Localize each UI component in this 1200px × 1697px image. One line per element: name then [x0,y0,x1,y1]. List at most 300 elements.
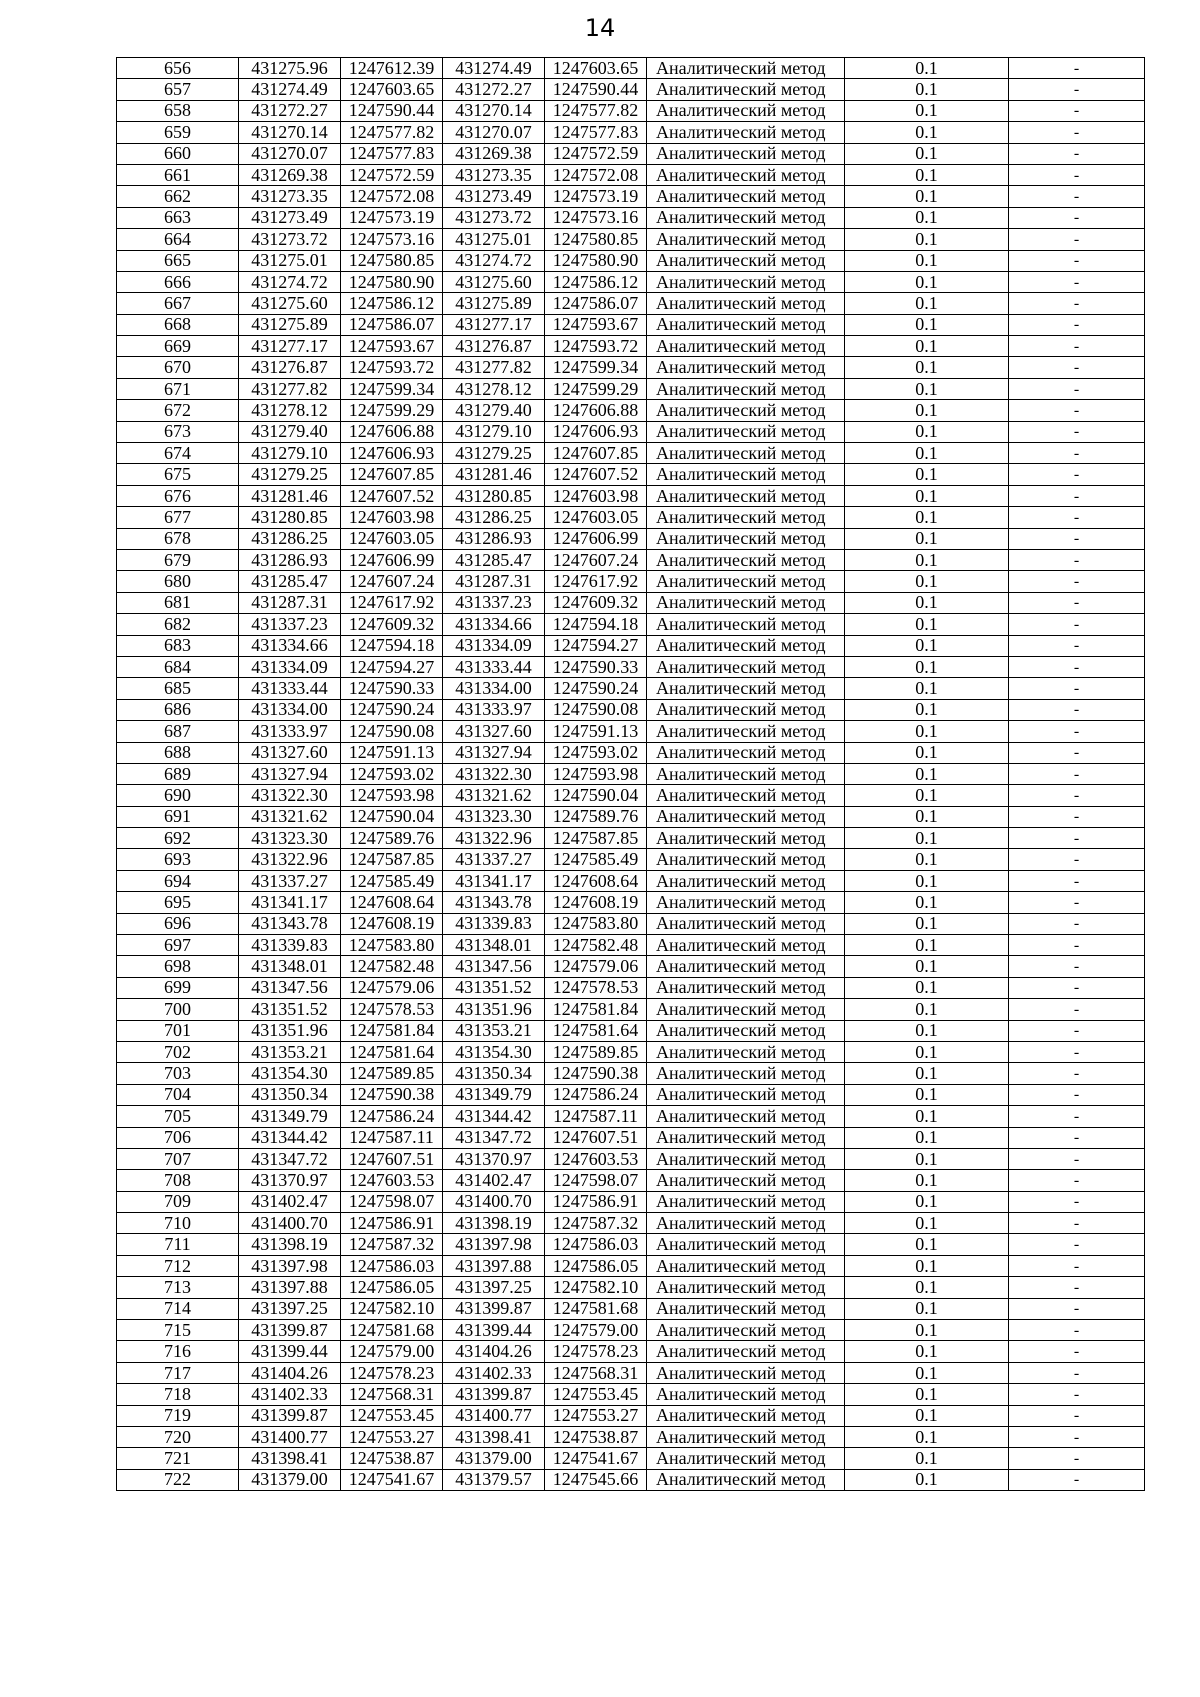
accuracy-cell: 0.1 [845,870,1009,891]
table-row [117,1427,1145,1448]
y-end-cell: 1247541.67 [545,1448,647,1469]
accuracy-cell: 0.1 [845,935,1009,956]
x-end-cell: 431399.87 [443,1384,545,1405]
method-cell: Аналитический метод [647,464,845,485]
point-number-cell: 676 [117,485,239,506]
point-number-cell: 703 [117,1063,239,1084]
y-end-cell: 1247608.19 [545,892,647,913]
note-cell: - [1009,592,1145,613]
y-start-cell: 1247617.92 [341,592,443,613]
table-row [117,785,1145,806]
y-end-cell: 1247581.64 [545,1020,647,1041]
note-cell: - [1009,828,1145,849]
x-start-cell: 431277.82 [239,378,341,399]
table-row [117,293,1145,314]
method-cell: Аналитический метод [647,1127,845,1148]
point-number-cell: 689 [117,763,239,784]
x-start-cell: 431322.30 [239,785,341,806]
accuracy-cell: 0.1 [845,1213,1009,1234]
x-start-cell: 431398.19 [239,1234,341,1255]
x-end-cell: 431402.33 [443,1362,545,1383]
x-end-cell: 431370.97 [443,1148,545,1169]
x-start-cell: 431273.35 [239,186,341,207]
accuracy-cell: 0.1 [845,400,1009,421]
y-end-cell: 1247586.91 [545,1191,647,1212]
note-cell: - [1009,1234,1145,1255]
point-number-cell: 717 [117,1362,239,1383]
method-cell: Аналитический метод [647,1063,845,1084]
x-start-cell: 431399.87 [239,1320,341,1341]
table-row [117,58,1145,79]
y-start-cell: 1247607.24 [341,571,443,592]
y-start-cell: 1247582.10 [341,1298,443,1319]
x-end-cell: 431351.96 [443,999,545,1020]
table-row [117,485,1145,506]
x-start-cell: 431341.17 [239,892,341,913]
method-cell: Аналитический метод [647,828,845,849]
table-row [117,507,1145,528]
y-start-cell: 1247589.76 [341,828,443,849]
note-cell: - [1009,1084,1145,1105]
x-end-cell: 431278.12 [443,378,545,399]
table-row [117,464,1145,485]
accuracy-cell: 0.1 [845,763,1009,784]
accuracy-cell: 0.1 [845,122,1009,143]
method-cell: Аналитический метод [647,678,845,699]
note-cell: - [1009,1341,1145,1362]
y-end-cell: 1247590.04 [545,785,647,806]
y-end-cell: 1247599.34 [545,357,647,378]
accuracy-cell: 0.1 [845,336,1009,357]
y-start-cell: 1247581.64 [341,1041,443,1062]
x-start-cell: 431275.96 [239,58,341,79]
method-cell: Аналитический метод [647,400,845,421]
table-row [117,935,1145,956]
point-number-cell: 696 [117,913,239,934]
y-end-cell: 1247580.90 [545,250,647,271]
note-cell: - [1009,443,1145,464]
y-end-cell: 1247582.10 [545,1277,647,1298]
y-end-cell: 1247577.82 [545,100,647,121]
note-cell: - [1009,186,1145,207]
y-end-cell: 1247593.02 [545,742,647,763]
note-cell: - [1009,763,1145,784]
x-start-cell: 431334.09 [239,656,341,677]
x-start-cell: 431287.31 [239,592,341,613]
point-number-cell: 719 [117,1405,239,1426]
x-start-cell: 431273.72 [239,229,341,250]
accuracy-cell: 0.1 [845,464,1009,485]
x-start-cell: 431397.98 [239,1255,341,1276]
method-cell: Аналитический метод [647,785,845,806]
y-start-cell: 1247598.07 [341,1191,443,1212]
y-start-cell: 1247587.32 [341,1234,443,1255]
x-end-cell: 431398.19 [443,1213,545,1234]
y-start-cell: 1247578.23 [341,1362,443,1383]
note-cell: - [1009,1106,1145,1127]
method-cell: Аналитический метод [647,250,845,271]
x-start-cell: 431270.07 [239,143,341,164]
x-end-cell: 431343.78 [443,892,545,913]
table-row [117,571,1145,592]
y-end-cell: 1247585.49 [545,849,647,870]
note-cell: - [1009,1469,1145,1490]
accuracy-cell: 0.1 [845,443,1009,464]
table-row [117,828,1145,849]
point-number-cell: 692 [117,828,239,849]
table-row [117,849,1145,870]
accuracy-cell: 0.1 [845,1298,1009,1319]
y-end-cell: 1247593.67 [545,314,647,335]
point-number-cell: 698 [117,956,239,977]
table-row [117,1127,1145,1148]
x-start-cell: 431347.56 [239,977,341,998]
method-cell: Аналитический метод [647,1148,845,1169]
note-cell: - [1009,549,1145,570]
point-number-cell: 712 [117,1255,239,1276]
x-end-cell: 431327.94 [443,742,545,763]
accuracy-cell: 0.1 [845,1255,1009,1276]
y-start-cell: 1247606.99 [341,549,443,570]
y-end-cell: 1247573.16 [545,207,647,228]
point-number-cell: 656 [117,58,239,79]
x-start-cell: 431351.96 [239,1020,341,1041]
x-end-cell: 431337.23 [443,592,545,613]
x-start-cell: 431333.97 [239,721,341,742]
accuracy-cell: 0.1 [845,1320,1009,1341]
y-end-cell: 1247579.06 [545,956,647,977]
y-end-cell: 1247603.65 [545,58,647,79]
note-cell: - [1009,678,1145,699]
table-row [117,1106,1145,1127]
method-cell: Аналитический метод [647,1427,845,1448]
note-cell: - [1009,464,1145,485]
x-start-cell: 431273.49 [239,207,341,228]
table-row [117,549,1145,570]
method-cell: Аналитический метод [647,1084,845,1105]
y-end-cell: 1247593.72 [545,336,647,357]
accuracy-cell: 0.1 [845,592,1009,613]
x-end-cell: 431327.60 [443,721,545,742]
note-cell: - [1009,1213,1145,1234]
x-end-cell: 431272.27 [443,79,545,100]
x-start-cell: 431270.14 [239,122,341,143]
point-number-cell: 711 [117,1234,239,1255]
y-start-cell: 1247586.05 [341,1277,443,1298]
method-cell: Аналитический метод [647,1041,845,1062]
note-cell: - [1009,143,1145,164]
accuracy-cell: 0.1 [845,143,1009,164]
accuracy-cell: 0.1 [845,293,1009,314]
method-cell: Аналитический метод [647,699,845,720]
y-start-cell: 1247573.16 [341,229,443,250]
method-cell: Аналитический метод [647,122,845,143]
point-number-cell: 718 [117,1384,239,1405]
x-end-cell: 431397.25 [443,1277,545,1298]
y-end-cell: 1247578.53 [545,977,647,998]
y-start-cell: 1247590.38 [341,1084,443,1105]
x-start-cell: 431286.93 [239,549,341,570]
accuracy-cell: 0.1 [845,635,1009,656]
y-end-cell: 1247578.23 [545,1341,647,1362]
accuracy-cell: 0.1 [845,956,1009,977]
point-number-cell: 715 [117,1320,239,1341]
y-end-cell: 1247606.88 [545,400,647,421]
accuracy-cell: 0.1 [845,1469,1009,1490]
note-cell: - [1009,721,1145,742]
table-row [117,357,1145,378]
point-number-cell: 665 [117,250,239,271]
y-end-cell: 1247609.32 [545,592,647,613]
method-cell: Аналитический метод [647,571,845,592]
y-start-cell: 1247603.65 [341,79,443,100]
point-number-cell: 657 [117,79,239,100]
point-number-cell: 666 [117,271,239,292]
y-end-cell: 1247603.05 [545,507,647,528]
y-end-cell: 1247586.07 [545,293,647,314]
table-row [117,1063,1145,1084]
point-number-cell: 710 [117,1213,239,1234]
method-cell: Аналитический метод [647,913,845,934]
method-cell: Аналитический метод [647,485,845,506]
note-cell: - [1009,614,1145,635]
note-cell: - [1009,635,1145,656]
table-row [117,443,1145,464]
accuracy-cell: 0.1 [845,656,1009,677]
y-start-cell: 1247590.24 [341,699,443,720]
table-row [117,400,1145,421]
x-end-cell: 431281.46 [443,464,545,485]
point-number-cell: 668 [117,314,239,335]
method-cell: Аналитический метод [647,1277,845,1298]
note-cell: - [1009,357,1145,378]
note-cell: - [1009,507,1145,528]
y-start-cell: 1247573.19 [341,207,443,228]
note-cell: - [1009,699,1145,720]
y-start-cell: 1247572.59 [341,164,443,185]
point-number-cell: 720 [117,1427,239,1448]
point-number-cell: 667 [117,293,239,314]
x-end-cell: 431347.72 [443,1127,545,1148]
table-row [117,528,1145,549]
x-start-cell: 431404.26 [239,1362,341,1383]
x-start-cell: 431399.44 [239,1341,341,1362]
method-cell: Аналитический метод [647,293,845,314]
accuracy-cell: 0.1 [845,742,1009,763]
note-cell: - [1009,100,1145,121]
note-cell: - [1009,1020,1145,1041]
method-cell: Аналитический метод [647,892,845,913]
method-cell: Аналитический метод [647,79,845,100]
note-cell: - [1009,999,1145,1020]
table-row [117,1170,1145,1191]
y-start-cell: 1247591.13 [341,742,443,763]
accuracy-cell: 0.1 [845,913,1009,934]
x-end-cell: 431321.62 [443,785,545,806]
point-number-cell: 677 [117,507,239,528]
x-end-cell: 431279.25 [443,443,545,464]
point-number-cell: 722 [117,1469,239,1490]
x-end-cell: 431397.98 [443,1234,545,1255]
x-start-cell: 431274.49 [239,79,341,100]
x-start-cell: 431275.01 [239,250,341,271]
note-cell: - [1009,892,1145,913]
x-end-cell: 431404.26 [443,1341,545,1362]
y-start-cell: 1247582.48 [341,956,443,977]
point-number-cell: 680 [117,571,239,592]
accuracy-cell: 0.1 [845,378,1009,399]
y-start-cell: 1247586.12 [341,293,443,314]
note-cell: - [1009,293,1145,314]
x-start-cell: 431274.72 [239,271,341,292]
x-end-cell: 431280.85 [443,485,545,506]
point-number-cell: 672 [117,400,239,421]
accuracy-cell: 0.1 [845,100,1009,121]
x-start-cell: 431351.52 [239,999,341,1020]
method-cell: Аналитический метод [647,100,845,121]
accuracy-cell: 0.1 [845,849,1009,870]
x-end-cell: 431402.47 [443,1170,545,1191]
note-cell: - [1009,1405,1145,1426]
x-end-cell: 431334.66 [443,614,545,635]
table-row [117,1277,1145,1298]
x-start-cell: 431321.62 [239,806,341,827]
note-cell: - [1009,1298,1145,1319]
accuracy-cell: 0.1 [845,1277,1009,1298]
method-cell: Аналитический метод [647,164,845,185]
note-cell: - [1009,1320,1145,1341]
method-cell: Аналитический метод [647,935,845,956]
y-end-cell: 1247590.44 [545,79,647,100]
table-row [117,892,1145,913]
y-end-cell: 1247607.85 [545,443,647,464]
table-row [117,143,1145,164]
table-row [117,977,1145,998]
y-start-cell: 1247608.19 [341,913,443,934]
note-cell: - [1009,742,1145,763]
method-cell: Аналитический метод [647,186,845,207]
y-start-cell: 1247587.11 [341,1127,443,1148]
x-start-cell: 431337.23 [239,614,341,635]
point-number-cell: 699 [117,977,239,998]
accuracy-cell: 0.1 [845,678,1009,699]
point-number-cell: 658 [117,100,239,121]
y-end-cell: 1247545.66 [545,1469,647,1490]
note-cell: - [1009,935,1145,956]
x-end-cell: 431273.35 [443,164,545,185]
note-cell: - [1009,977,1145,998]
y-end-cell: 1247607.24 [545,549,647,570]
table-row [117,1298,1145,1319]
x-end-cell: 431279.40 [443,400,545,421]
y-end-cell: 1247581.68 [545,1298,647,1319]
table-row [117,956,1145,977]
table-row [117,1234,1145,1255]
method-cell: Аналитический метод [647,1298,845,1319]
accuracy-cell: 0.1 [845,1427,1009,1448]
y-end-cell: 1247608.64 [545,870,647,891]
method-cell: Аналитический метод [647,336,845,357]
point-number-cell: 664 [117,229,239,250]
note-cell: - [1009,870,1145,891]
y-end-cell: 1247586.12 [545,271,647,292]
method-cell: Аналитический метод [647,870,845,891]
method-cell: Аналитический метод [647,1020,845,1041]
y-end-cell: 1247606.93 [545,421,647,442]
accuracy-cell: 0.1 [845,357,1009,378]
accuracy-cell: 0.1 [845,1127,1009,1148]
x-start-cell: 431286.25 [239,528,341,549]
y-start-cell: 1247585.49 [341,870,443,891]
x-end-cell: 431337.27 [443,849,545,870]
y-start-cell: 1247593.98 [341,785,443,806]
y-start-cell: 1247593.67 [341,336,443,357]
point-number-cell: 709 [117,1191,239,1212]
point-number-cell: 675 [117,464,239,485]
y-start-cell: 1247581.84 [341,1020,443,1041]
note-cell: - [1009,79,1145,100]
y-start-cell: 1247606.88 [341,421,443,442]
y-end-cell: 1247538.87 [545,1427,647,1448]
table-row [117,378,1145,399]
point-number-cell: 721 [117,1448,239,1469]
table-row [117,1213,1145,1234]
y-end-cell: 1247553.27 [545,1405,647,1426]
x-end-cell: 431341.17 [443,870,545,891]
x-end-cell: 431351.52 [443,977,545,998]
x-end-cell: 431273.72 [443,207,545,228]
x-end-cell: 431333.44 [443,656,545,677]
table-row [117,635,1145,656]
accuracy-cell: 0.1 [845,1448,1009,1469]
x-start-cell: 431347.72 [239,1148,341,1169]
table-row [117,763,1145,784]
accuracy-cell: 0.1 [845,571,1009,592]
accuracy-cell: 0.1 [845,806,1009,827]
page-number: 14 [584,14,616,42]
x-start-cell: 431400.70 [239,1213,341,1234]
table-body [117,58,1145,1491]
y-end-cell: 1247593.98 [545,763,647,784]
table-row [117,1384,1145,1405]
point-number-cell: 707 [117,1148,239,1169]
table-row [117,1084,1145,1105]
x-end-cell: 431286.25 [443,507,545,528]
y-start-cell: 1247607.52 [341,485,443,506]
method-cell: Аналитический метод [647,614,845,635]
note-cell: - [1009,271,1145,292]
x-end-cell: 431334.00 [443,678,545,699]
table-row [117,1448,1145,1469]
x-end-cell: 431275.01 [443,229,545,250]
table-row [117,100,1145,121]
x-start-cell: 431354.30 [239,1063,341,1084]
accuracy-cell: 0.1 [845,785,1009,806]
accuracy-cell: 0.1 [845,1041,1009,1062]
accuracy-cell: 0.1 [845,207,1009,228]
note-cell: - [1009,485,1145,506]
point-number-cell: 674 [117,443,239,464]
x-end-cell: 431400.70 [443,1191,545,1212]
point-number-cell: 693 [117,849,239,870]
y-start-cell: 1247603.98 [341,507,443,528]
note-cell: - [1009,1148,1145,1169]
x-start-cell: 431353.21 [239,1041,341,1062]
y-end-cell: 1247590.24 [545,678,647,699]
point-number-cell: 697 [117,935,239,956]
note-cell: - [1009,1362,1145,1383]
y-end-cell: 1247581.84 [545,999,647,1020]
